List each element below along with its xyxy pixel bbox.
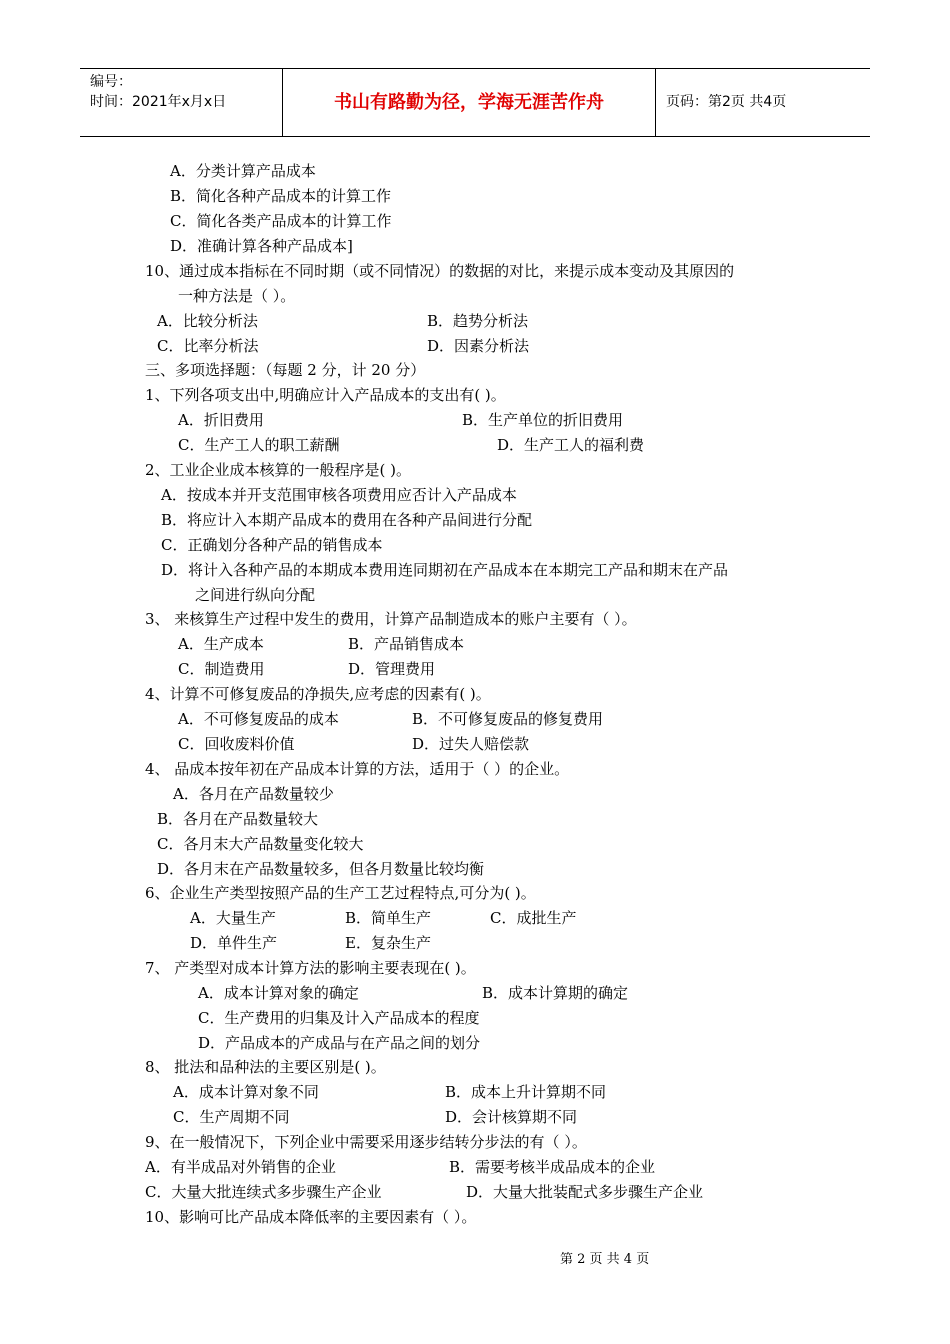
option-line: A．各月在产品数量较少: [173, 785, 334, 803]
option-line: A．生产成本: [178, 635, 264, 653]
option-line: B．产品销售成本: [348, 635, 465, 653]
option-line: B．将应计入本期产品成本的费用在各种产品间进行分配: [161, 511, 533, 529]
option-line: C．各月末大产品数量变化较大: [157, 835, 364, 853]
option-line: C．制造费用: [178, 660, 265, 678]
option-line: D．产品成本的产成品与在产品之间的划分: [198, 1034, 481, 1052]
option-line: D．大量大批装配式多步骤生产企业: [466, 1183, 704, 1201]
header-info-cell: [80, 69, 283, 136]
option-line: C．生产费用的归集及计入产品成本的程度: [198, 1009, 480, 1027]
question-line: 3、 来核算生产过程中发生的费用，计算产品制造成本的账户主要有（ ）。: [145, 610, 637, 628]
option-line: C．简化各类产品成本的计算工作: [170, 212, 392, 230]
option-line: D．将计入各种产品的本期成本费用连同期初在产品成本在本期完工产品和期末在产品: [161, 561, 729, 579]
question-line: 6、企业生产类型按照产品的生产工艺过程特点,可分为( )。: [145, 884, 536, 902]
header-time-label: 时间：2021年x月x日: [90, 94, 227, 110]
question-line: 8、 批法和品种法的主要区别是( )。: [145, 1058, 386, 1076]
header-motto: 书山有路勤为径，学海无涯苦作舟: [283, 69, 656, 136]
option-line: D．管理费用: [348, 660, 436, 678]
option-line: A．折旧费用: [178, 411, 264, 429]
option-line: A．成本计算对象的确定: [198, 984, 359, 1002]
option-line: B．简单生产: [345, 909, 432, 927]
question-line: 4、计算不可修复废品的净损失,应考虑的因素有( )。: [145, 685, 491, 703]
option-line: 之间进行纵向分配: [195, 586, 316, 604]
option-line: D．过失人赔偿款: [412, 735, 530, 753]
option-line: B．简化各种产品成本的计算工作: [170, 187, 392, 205]
option-line: A．有半成品对外销售的企业: [145, 1158, 336, 1176]
option-line: A．大量生产: [190, 909, 276, 927]
option-line: D．因素分析法: [427, 337, 530, 355]
option-line: D．准确计算各种产品成本]: [170, 237, 353, 255]
option-line: B．各月在产品数量较大: [157, 810, 319, 828]
option-line: D．各月末在产品数量较多，但各月数量比较均衡: [157, 860, 485, 878]
question-line: 10、通过成本指标在不同时期（或不同情况）的数据的对比，来提示成本变动及其原因的: [145, 262, 735, 280]
question-line: 7、 产类型对成本计算方法的影响主要表现在( )。: [145, 959, 476, 977]
option-line: B．成本计算期的确定: [482, 984, 629, 1002]
option-line: C．大量大批连续式多步骤生产企业: [145, 1183, 382, 1201]
option-line: D．会计核算期不同: [445, 1108, 578, 1126]
option-line: A．按成本并开支范围审核各项费用应否计入产品成本: [161, 486, 517, 504]
option-line: B．趋势分析法: [427, 312, 529, 330]
question-line: 10、影响可比产品成本降低率的主要因素有（ ）。: [145, 1208, 477, 1226]
option-line: C．比率分析法: [157, 337, 259, 355]
question-line: 1、下列各项支出中,明确应计入产品成本的支出有( )。: [145, 386, 506, 404]
question-line: 2、工业企业成本核算的一般程序是( )。: [145, 461, 412, 479]
option-line: B．成本上升计算期不同: [445, 1083, 607, 1101]
option-line: A．分类计算产品成本: [170, 162, 316, 180]
option-line: A．不可修复废品的成本: [178, 710, 339, 728]
page-header: [80, 68, 870, 137]
option-line: E．复杂生产: [345, 934, 431, 952]
header-page-label: 页码：第2页 共4页: [666, 94, 787, 110]
option-line: A．成本计算对象不同: [173, 1083, 319, 1101]
option-line: C．成批生产: [490, 909, 577, 927]
option-line: C．正确划分各种产品的销售成本: [161, 536, 383, 554]
option-line: D．单件生产: [190, 934, 278, 952]
option-line: C．生产周期不同: [173, 1108, 290, 1126]
header-number-label: 编号：: [90, 74, 132, 90]
option-line: C．回收废料价值: [178, 735, 295, 753]
question-line: 一种方法是（ ）。: [178, 287, 296, 305]
option-line: C．生产工人的职工薪酬: [178, 436, 340, 454]
question-line: 4、 品成本按年初在产品成本计算的方法，适用于（ ）的企业。: [145, 760, 570, 778]
option-line: A．比较分析法: [157, 312, 258, 330]
option-line: B．生产单位的折旧费用: [462, 411, 624, 429]
option-line: D．生产工人的福利费: [497, 436, 645, 454]
option-line: B．需要考核半成品成本的企业: [449, 1158, 656, 1176]
section-heading: 三、多项选择题：（每题 2 分，计 20 分）: [145, 361, 426, 379]
option-line: B．不可修复废品的修复费用: [412, 710, 604, 728]
page-footer: 第 2 页 共 4 页: [560, 1252, 650, 1267]
question-line: 9、在一般情况下，下列企业中需要采用逐步结转分步法的有（ ）。: [145, 1133, 587, 1151]
